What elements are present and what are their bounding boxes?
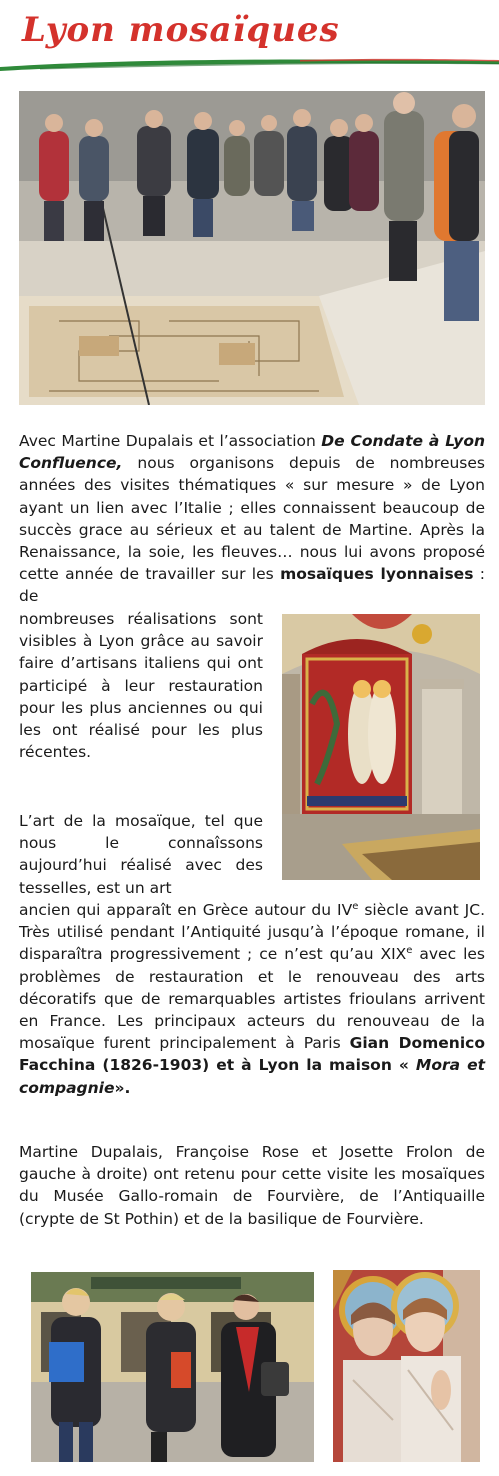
- company-name: Mora et compagnie: [19, 1056, 485, 1097]
- history-text-a: ancien qui apparaît en Grèce autour du IV: [19, 901, 353, 919]
- century-sup-2: e: [406, 945, 413, 957]
- page-title: Lyon mosaïques: [22, 10, 340, 50]
- century-sup-1: e: [352, 901, 359, 912]
- intro-text-a: Avec Martine Dupalais et l’association: [19, 432, 322, 450]
- association-name: De Condate à Lyon Confluence,: [19, 432, 486, 473]
- intro-text-e: : de: [19, 565, 485, 606]
- history-text-c: avec les problèmes de restauration et le renouveau des arts décoratifs que de remarquables artistes frioulans arrivent en France. Les principaux acteurs du renouveau de la mosaïque furent principalement à Paris: [19, 945, 485, 1053]
- intro-text-c: nous organisons depuis de nombreuses années des visites thématiques « sur mesure » de Lyon ayant un lien avec l’Italie ; elles connaissent beaucoup de succès grace au sérieux et au talent de Martine. Après la Renaissance, la soie, les fleuves… nous lui avons proposé cette année de travailler sur les: [19, 454, 485, 584]
- topic-highlight: mosaïques lyonnaises: [280, 565, 474, 584]
- artisan-names: Gian Domenico Facchina (1826-1903) et à Lyon la maison «: [19, 1034, 485, 1075]
- intro-paragraph: [19, 430, 485, 608]
- title-underline-swoosh: [0, 52, 499, 78]
- artisans-paragraph: nombreuses réalisations sont visibles à Lyon grâce au savoir faire d’artisans italiens qui ont participé à leur restauration pour les plus anciennes ou qui les ont réalisé pour les plus récentes.: [19, 610, 263, 762]
- history-paragraph: [19, 899, 485, 1099]
- visit-paragraph: Martine Dupalais, Françoise Rose et Josette Frolon de gauche à droite) ont retenu pour cette visite les mosaïques du Musée Gallo-romain de Fourvière, de l’Antiquaille (crypte de St Pothin) et de la basilique de Fourvière.: [19, 1143, 485, 1228]
- history-text-b: siècle avant JC. Très utilisé pendant l’Antiquité jusqu’à l’époque romane, il disparaîtra progressivement ; ce n’est qu’au XIX: [19, 901, 485, 964]
- history-text-f: ».: [114, 1078, 131, 1097]
- photo-guides-street: [31, 1272, 314, 1462]
- art-paragraph-start: L’art de la mosaïque, tel que nous le connaîssons aujourd’hui réalisé avec des tesselles, est un art: [19, 812, 263, 897]
- photo-angels-mosaic: [333, 1270, 480, 1462]
- photo-crypt-mosaic: [282, 614, 480, 880]
- photo-museum-visitors: [19, 91, 485, 405]
